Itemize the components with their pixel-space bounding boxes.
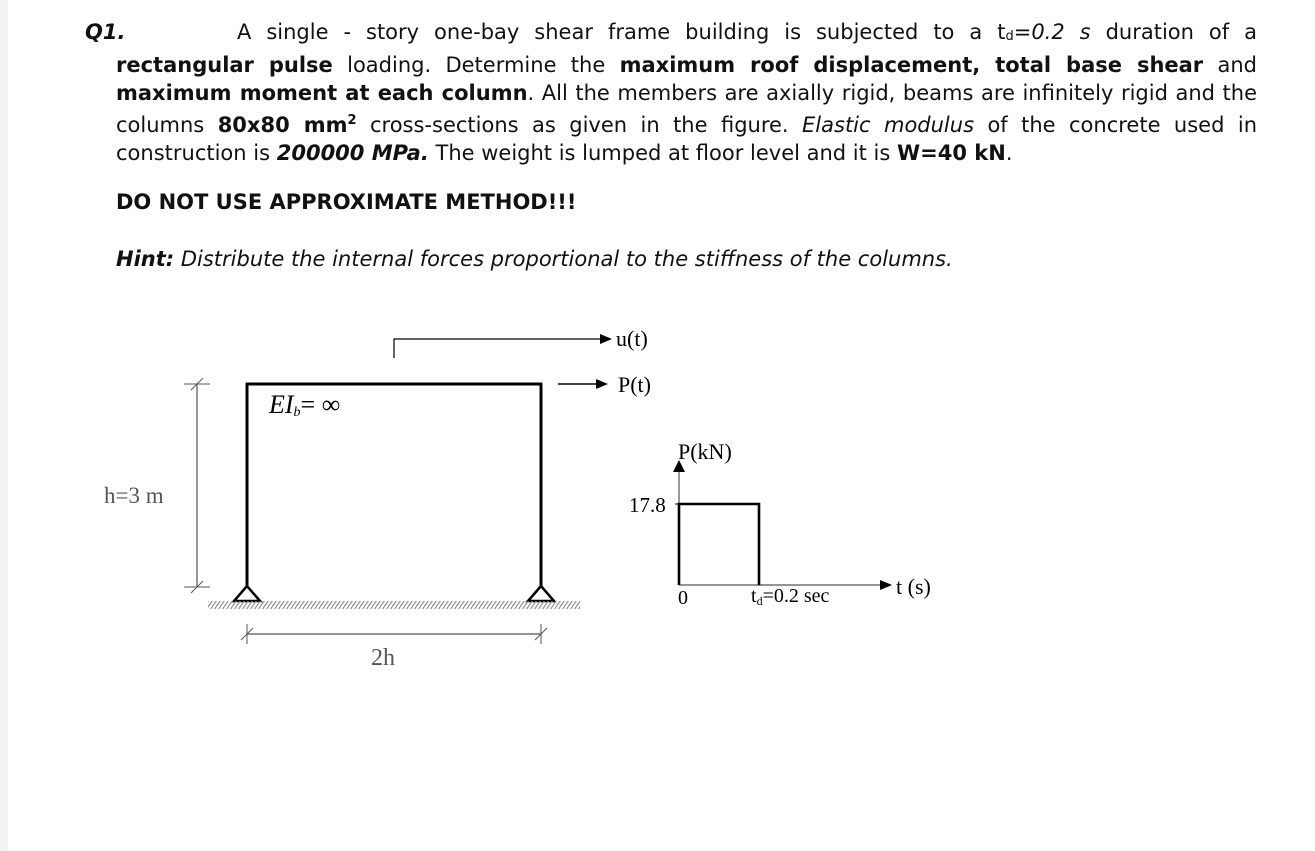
- right-pin-support: [528, 586, 554, 601]
- ei-text: EI: [269, 390, 294, 419]
- max-roof-text: maximum roof displacement, total base shear: [619, 53, 1204, 77]
- u-arrow-head: [600, 334, 612, 344]
- body-text-7: The weight is lumped at floor level and it is: [428, 141, 898, 165]
- td-label-value: =0.2 sec: [762, 585, 830, 607]
- td-subscript: d: [1005, 29, 1014, 44]
- p-label: P(t): [618, 372, 651, 397]
- intro-text-a: A single - story one-bay shear frame building is subjected to a t: [237, 20, 1006, 44]
- ground-hatch: [208, 601, 580, 609]
- td-label: [751, 585, 830, 608]
- ei-infinity: = ∞: [300, 390, 341, 419]
- y-tick-label: 17.8: [629, 493, 666, 517]
- height-label: h=3 m: [104, 483, 164, 508]
- chart-x-axis-arrow: [880, 580, 892, 590]
- body-text-3: and: [1203, 53, 1257, 77]
- u-label: u(t): [616, 326, 648, 351]
- x-axis-label: t (s): [896, 574, 931, 599]
- body-text-5: cross-sections as given in the figure.: [356, 113, 803, 137]
- ei-subscript: b: [293, 405, 301, 420]
- body-text-6: of the concrete used in construction is: [116, 113, 1257, 165]
- beam-stiffness-label: [268, 390, 340, 420]
- load-arrow-head: [596, 379, 608, 389]
- pulse-duration: 0.2 s: [1031, 20, 1091, 44]
- section-superscript: 2: [347, 113, 357, 128]
- left-pin-support: [234, 586, 260, 601]
- section-size: 80x80 mm: [217, 113, 348, 137]
- max-moment-text: maximum moment at each column: [116, 81, 528, 105]
- span-label: 2h: [371, 645, 395, 671]
- modulus-value: 200000 MPa.: [276, 141, 429, 165]
- question-label: Q1.: [85, 20, 126, 44]
- hint-body: Distribute the internal forces proportional to the stiffness of the columns.: [174, 247, 953, 271]
- td-label-sub: d: [756, 594, 763, 608]
- body-text-2: loading. Determine the: [332, 53, 620, 77]
- displacement-reference-line: [394, 339, 600, 358]
- y-axis-label: P(kN): [678, 439, 732, 464]
- rect-pulse-text: rectangular pulse: [116, 53, 333, 77]
- load-history-chart: [629, 439, 931, 609]
- body-text-8: .: [1005, 141, 1013, 165]
- elastic-modulus-text: Elastic modulus: [802, 113, 975, 137]
- body-text-4: . All the members are axially rigid, beams are infinitely rigid and the columns: [116, 81, 1257, 137]
- hint-label: Hint:: [116, 247, 175, 271]
- weight-value: W=40 kN: [897, 141, 1006, 165]
- x-origin-label: 0: [678, 587, 688, 609]
- intro-text-c: duration of a: [1090, 20, 1257, 44]
- pulse-series-line: [679, 504, 759, 585]
- td-label-t: t: [751, 585, 757, 607]
- intro-equals: =: [1013, 20, 1032, 44]
- warning-text: DO NOT USE APPROXIMATE METHOD!!!: [116, 190, 577, 214]
